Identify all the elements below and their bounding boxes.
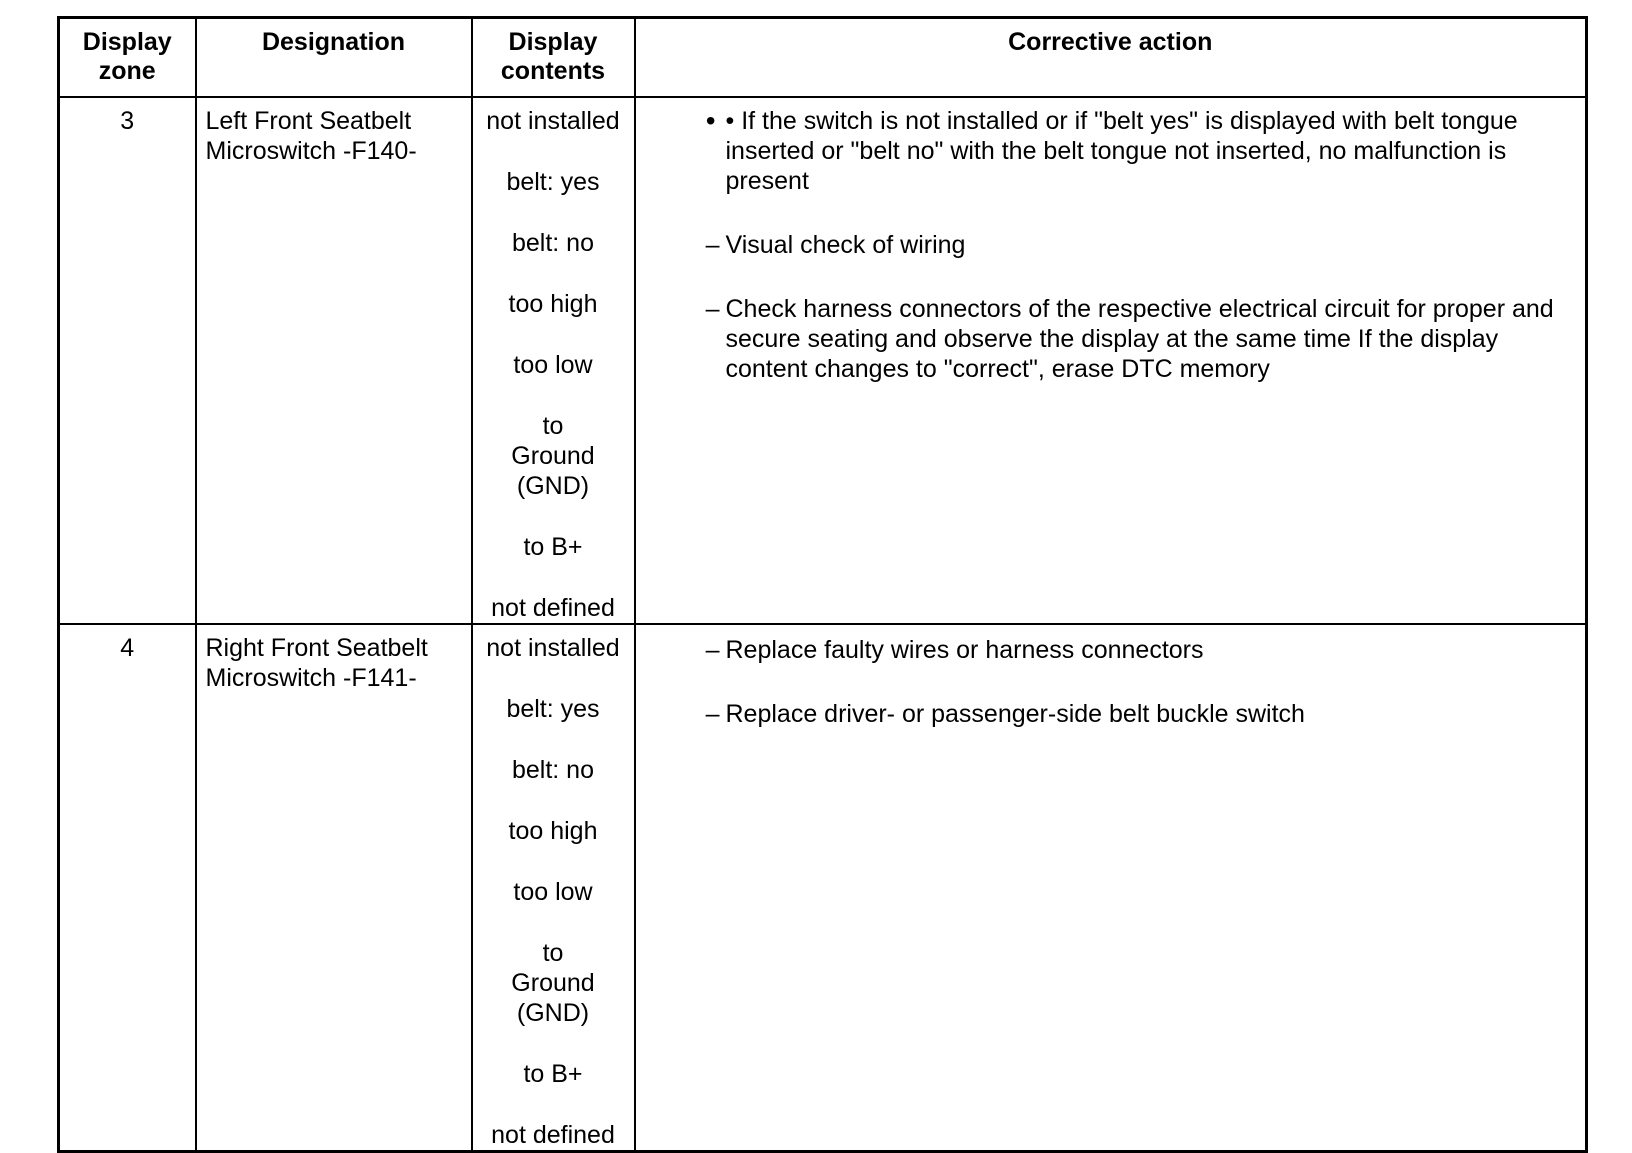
contents-item: to Ground (GND) (511, 412, 595, 500)
contents-cell (472, 624, 635, 1152)
contents-item: not installed (486, 634, 620, 662)
dash-icon: – (705, 231, 720, 259)
dash-icon: – (705, 700, 720, 728)
action-item (636, 230, 1576, 260)
contents-item: not defined (491, 1121, 615, 1149)
action-text: • If the switch is not installed or if "belt yes" is displayed with belt tongue inserted or "belt no" with the belt tongue not inserted, no malfunction is present (725, 107, 1518, 195)
contents-item: belt: no (511, 756, 594, 784)
action-cell (635, 624, 1587, 1152)
table-row (59, 624, 1587, 1152)
contents-item: to B+ (523, 533, 583, 561)
table-row (59, 97, 1587, 624)
contents-cell (472, 97, 635, 624)
designation-cell: Right Front Seatbelt Microswitch -F141- (196, 624, 472, 1152)
bullet-icon: • (705, 105, 716, 136)
action-item (636, 699, 1576, 729)
header-display-contents: Display contents (472, 18, 635, 98)
designation-cell: Left Front Seatbelt Microswitch -F140- (196, 97, 472, 624)
action-text: Check harness connectors of the respective electrical circuit for proper and secure seating and observe the display at the same time If the display content changes to "correct", erase DTC memory (725, 295, 1554, 383)
action-cell (635, 97, 1587, 624)
action-text: Replace faulty wires or harness connectors (725, 636, 1204, 664)
contents-item: not installed (486, 107, 620, 135)
action-text: Replace driver- or passenger-side belt buckle switch (725, 700, 1305, 728)
action-item (636, 635, 1576, 665)
contents-item: too high (508, 817, 598, 845)
header-display-zone: Display zone (59, 18, 196, 98)
diagnostic-table (57, 16, 1588, 1153)
dash-icon: – (705, 295, 720, 323)
header-designation: Designation (196, 18, 472, 98)
contents-item: belt: yes (506, 695, 600, 723)
zone-cell: 3 (59, 97, 196, 624)
header-corrective-action: Corrective action (635, 18, 1587, 98)
action-item (636, 294, 1576, 384)
contents-item: too low (513, 878, 593, 906)
action-text: Visual check of wiring (725, 231, 966, 259)
contents-item: not defined (491, 594, 615, 622)
zone-cell: 4 (59, 624, 196, 1152)
contents-item: to Ground (GND) (511, 939, 595, 1027)
contents-item: too high (508, 290, 598, 318)
table-header-row (59, 18, 1587, 98)
contents-item: to B+ (523, 1060, 583, 1088)
action-item (636, 106, 1576, 196)
contents-item: belt: no (511, 229, 594, 257)
dash-icon: – (705, 636, 720, 664)
contents-item: belt: yes (506, 168, 600, 196)
contents-item: too low (513, 351, 593, 379)
